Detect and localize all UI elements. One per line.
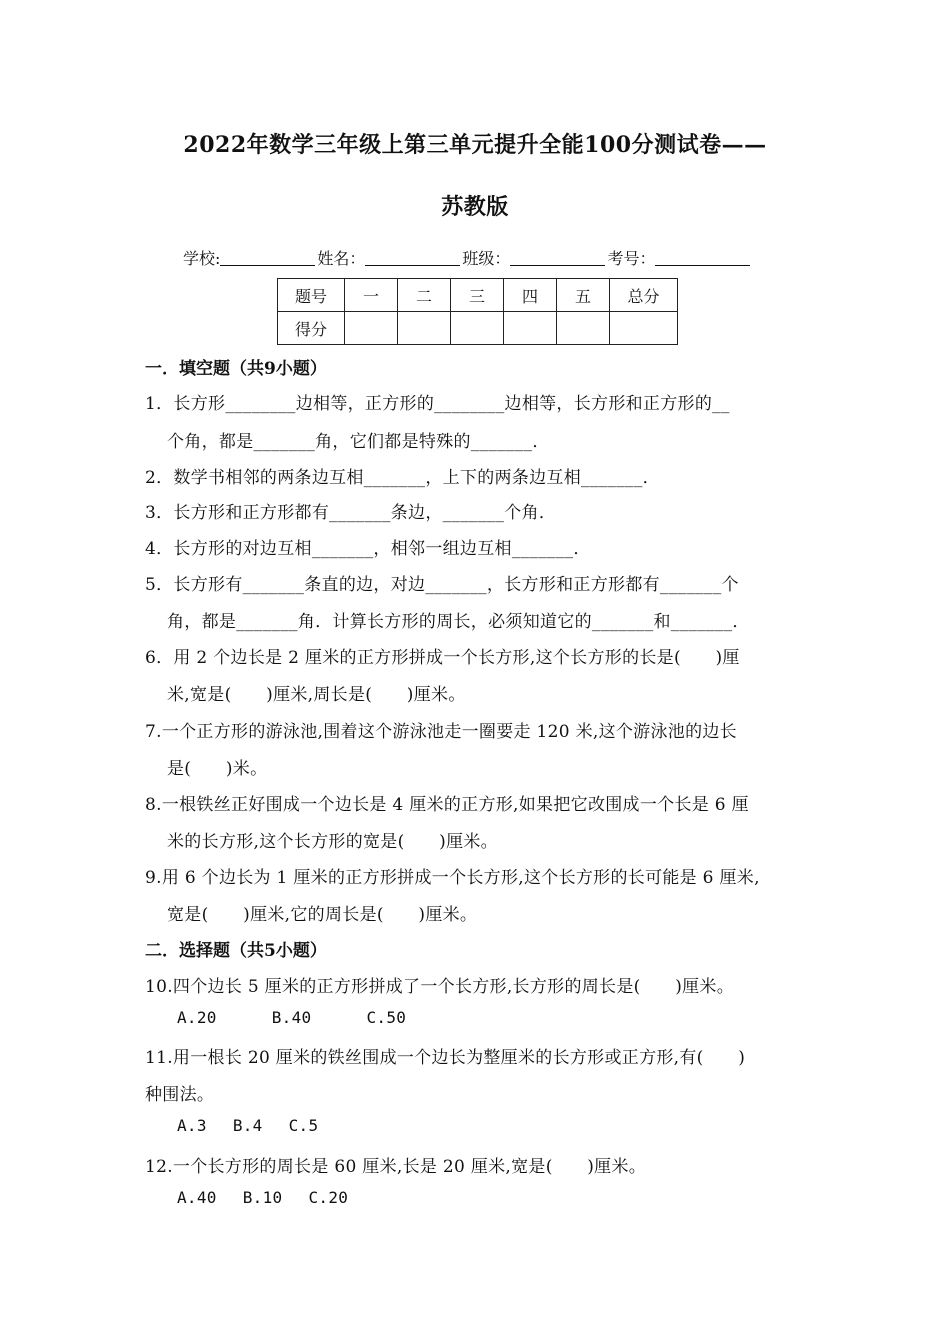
score-row-label: 得分 — [278, 312, 345, 345]
class-label: 班级： — [462, 249, 511, 268]
name-label: 姓名： — [317, 249, 366, 268]
score-header-cell: 总分 — [610, 279, 678, 312]
question-6: 6．用 2 个边长是 2 厘米的正方形拼成一个长方形,这个长方形的长是( )厘 — [145, 648, 740, 668]
class-blank[interactable] — [510, 249, 605, 266]
question-4: 4．长方形的对边互相_______，相邻一组边互相_______． — [145, 539, 591, 559]
score-table-header-row — [278, 279, 678, 312]
question-3: 3．长方形和正方形都有_______条边，_______个角． — [145, 503, 557, 523]
section-heading: 一．填空题（共9小题） — [145, 359, 327, 379]
question-11-options — [177, 1116, 344, 1135]
question-1: 1．长方形________边相等，正方形的________边相等，长方形和正方形的__ — [145, 394, 730, 414]
option-a[interactable]: A.3 — [177, 1116, 207, 1135]
option-a[interactable]: A.40 — [177, 1188, 217, 1207]
option-a[interactable]: A.20 — [177, 1008, 217, 1027]
score-cell[interactable] — [557, 312, 610, 345]
name-blank[interactable] — [365, 249, 460, 266]
question-2: 2．数学书相邻的两条边互相_______，上下的两条边互相_______． — [145, 468, 660, 488]
question-12: 12.一个长方形的周长是 60 厘米,长是 20 厘米,宽是( )厘米。 — [145, 1157, 647, 1177]
question-11: 11.用一根长 20 厘米的铁丝围成一个边长为整厘米的长方形或正方形,有( ) — [145, 1048, 746, 1068]
student-info-row — [183, 246, 752, 269]
score-cell[interactable] — [504, 312, 557, 345]
question-8-cont: 米的长方形,这个长方形的宽是( )厘米。 — [167, 832, 498, 852]
question-9-cont: 宽是( )厘米,它的周长是( )厘米。 — [167, 905, 478, 925]
question-9: 9.用 6 个边长为 1 厘米的正方形拼成一个长方形,这个长方形的长可能是 6 厘米, — [145, 868, 760, 888]
page-title: 2022年数学三年级上第三单元提升全能100分测试卷—— — [183, 132, 767, 158]
question-7-cont: 是( )米。 — [167, 759, 268, 779]
score-header-cell: 二 — [398, 279, 451, 312]
score-cell[interactable] — [451, 312, 504, 345]
question-12-options — [177, 1188, 374, 1207]
option-c[interactable]: C.5 — [288, 1116, 319, 1135]
number-blank[interactable] — [655, 249, 750, 266]
question-1-cont: 个角，都是_______角，它们都是特殊的_______． — [167, 432, 550, 452]
question-6-cont: 米,宽是( )厘米,周长是( )厘米。 — [167, 685, 466, 705]
question-5: 5．长方形有_______条直的边，对边_______，长方形和正方形都有_______个 — [145, 575, 739, 595]
option-b[interactable]: B.40 — [271, 1008, 312, 1027]
score-header-cell: 题号 — [278, 279, 345, 312]
score-table-row — [278, 312, 678, 345]
question-8: 8.一根铁丝正好围成一个边长是 4 厘米的正方形,如果把它改围成一个长是 6 厘 — [145, 795, 749, 815]
option-c[interactable]: C.20 — [308, 1188, 349, 1207]
score-header-cell: 五 — [557, 279, 610, 312]
score-cell[interactable] — [345, 312, 398, 345]
number-label: 考号： — [607, 249, 656, 268]
question-10: 10.四个边长 5 厘米的正方形拼成了一个长方形,长方形的周长是( )厘米。 — [145, 977, 735, 997]
score-header-cell: 一 — [345, 279, 398, 312]
question-5-cont: 角，都是_______角．计算长方形的周长，必须知道它的_______和_______． — [167, 612, 750, 632]
question-10-options — [177, 1008, 461, 1027]
page-subtitle: 苏教版 — [441, 194, 509, 220]
question-11-cont: 种围法。 — [145, 1085, 215, 1105]
option-b[interactable]: B.10 — [242, 1188, 283, 1207]
score-cell[interactable] — [398, 312, 451, 345]
school-label: 学校: — [183, 249, 221, 268]
score-table — [277, 278, 678, 345]
section-heading: 二．选择题（共5小题） — [145, 941, 327, 961]
score-header-cell: 三 — [451, 279, 504, 312]
score-header-cell: 四 — [504, 279, 557, 312]
score-cell[interactable] — [610, 312, 678, 345]
question-7: 7.一个正方形的游泳池,围着这个游泳池走一圈要走 120 米,这个游泳池的边长 — [145, 722, 737, 742]
option-b[interactable]: B.4 — [232, 1116, 263, 1135]
option-c[interactable]: C.50 — [366, 1008, 407, 1027]
school-blank[interactable] — [220, 249, 315, 266]
